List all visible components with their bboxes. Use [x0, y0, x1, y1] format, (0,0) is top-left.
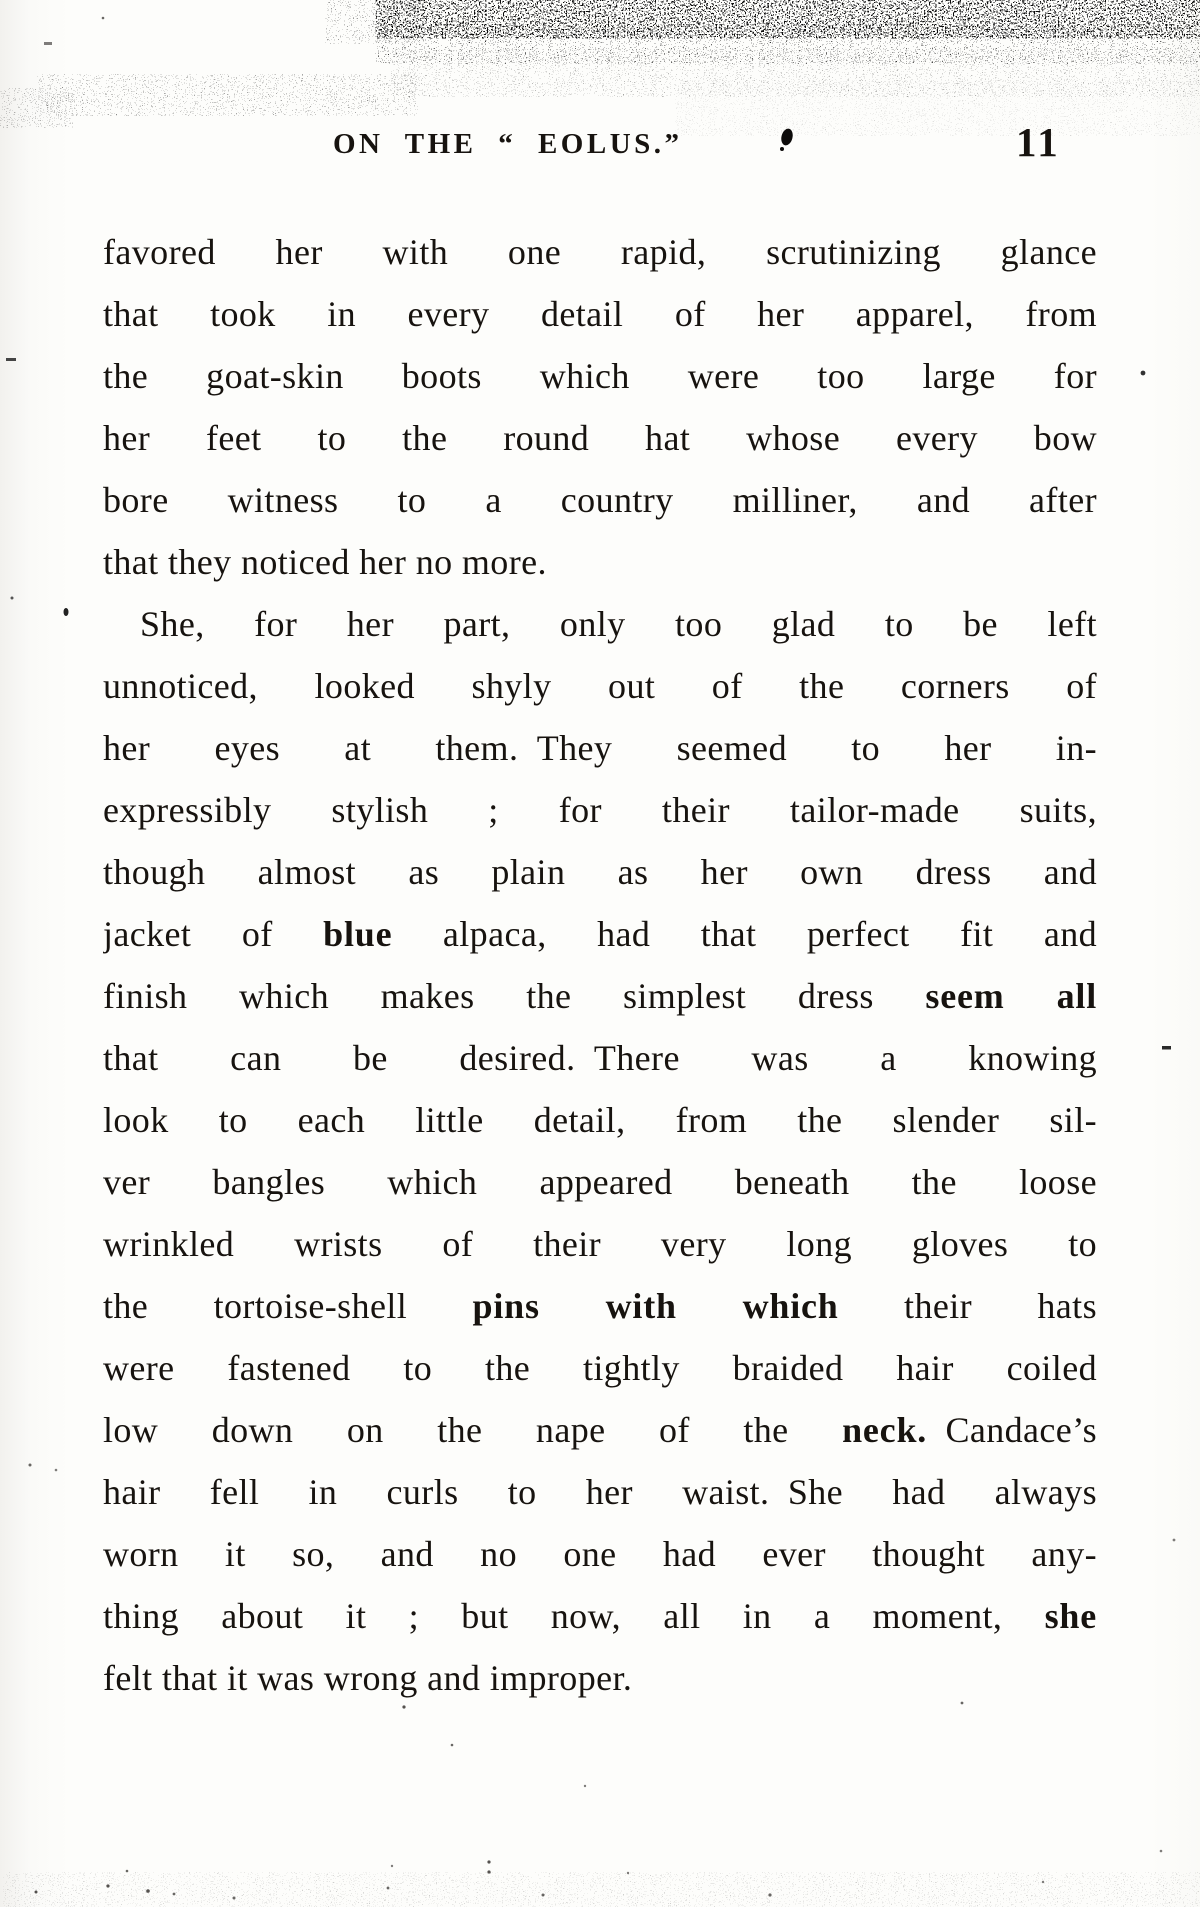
text-line: [103, 965, 1097, 1027]
text-line: [103, 1089, 1097, 1151]
text-line: [103, 221, 1097, 283]
text-line: [103, 1027, 1097, 1089]
text-line: [103, 1585, 1097, 1647]
text-line: [103, 655, 1097, 717]
bottom-edge-noise-band: [60, 1878, 1200, 1907]
text-segment: look to each little detail, from the slender sil-: [103, 1100, 1097, 1140]
text-segment: bore witness to a country milliner, and after: [103, 480, 1097, 520]
text-segment: jacket of: [103, 914, 324, 954]
text-segment: that they noticed her no more.: [103, 542, 547, 582]
paragraph: [103, 221, 1097, 593]
text-line: [103, 717, 1097, 779]
text-line: [103, 841, 1097, 903]
text-segment: wrinkled wrists of their very long gloves to: [103, 1224, 1097, 1264]
text-segment: that can be desired. There was a knowing: [103, 1038, 1097, 1078]
text-line: [103, 1523, 1097, 1585]
text-segment: that took in every detail of her apparel, from: [103, 294, 1097, 334]
top-edge-noise-band: [0, 0, 1200, 128]
text-segment: unnoticed, looked shyly out of the corners of: [103, 666, 1097, 706]
text-line: [103, 345, 1097, 407]
text-segment: her eyes at them. They seemed to her in-: [103, 728, 1097, 768]
text-line: [103, 1275, 1097, 1337]
text-segment: were fastened to the tightly braided hair coiled: [103, 1348, 1097, 1388]
emphasized-text: pins with which: [472, 1286, 839, 1326]
text-segment: the goat-skin boots which were too large for: [103, 356, 1097, 396]
text-line: [103, 593, 1097, 655]
text-segment: felt that it was wrong and improper.: [103, 1658, 633, 1698]
text-segment: hair fell in curls to her waist. She had always: [103, 1472, 1097, 1512]
page-number: 11: [1016, 119, 1061, 165]
running-header-title: ON THE “ EOLUS.”: [333, 128, 683, 160]
text-segment: though almost as plain as her own dress and: [103, 852, 1097, 892]
text-segment: their hats: [838, 1286, 1097, 1326]
text-line: [103, 1461, 1097, 1523]
text-line: [103, 1151, 1097, 1213]
text-line: [103, 779, 1097, 841]
text-line: [103, 469, 1097, 531]
emphasized-text: blue: [323, 914, 393, 954]
text-line: [103, 1399, 1097, 1461]
text-line: [103, 1647, 1097, 1709]
text-line: [103, 1337, 1097, 1399]
text-line: [103, 407, 1097, 469]
emphasized-text: seem all: [925, 976, 1097, 1016]
text-segment: ver bangles which appeared beneath the loose: [103, 1162, 1097, 1202]
text-segment: finish which makes the simplest dress: [103, 976, 926, 1016]
text-segment: her feet to the round hat whose every bow: [103, 418, 1097, 458]
text-block: [103, 221, 1097, 1709]
text-segment: thing about it ; but now, all in a moment,: [103, 1596, 1045, 1636]
text-segment: favored her with one rapid, scrutinizing glance: [103, 232, 1097, 272]
text-segment: the tortoise-shell: [103, 1286, 473, 1326]
text-segment: alpaca, had that perfect fit and: [392, 914, 1097, 954]
emphasized-text: she: [1044, 1596, 1097, 1636]
text-segment: Candace’s: [927, 1410, 1097, 1450]
text-segment: She, for her part, only too glad to be left: [140, 604, 1097, 644]
text-line: [103, 903, 1097, 965]
text-segment: expressibly stylish ; for their tailor-made suits,: [103, 790, 1097, 830]
text-line: [103, 1213, 1097, 1275]
text-segment: worn it so, and no one had ever thought any-: [103, 1534, 1097, 1574]
paragraph: [103, 593, 1097, 1709]
text-line: [103, 531, 1097, 593]
text-line: [103, 283, 1097, 345]
emphasized-text: neck.: [842, 1410, 928, 1450]
text-segment: low down on the nape of the: [103, 1410, 843, 1450]
